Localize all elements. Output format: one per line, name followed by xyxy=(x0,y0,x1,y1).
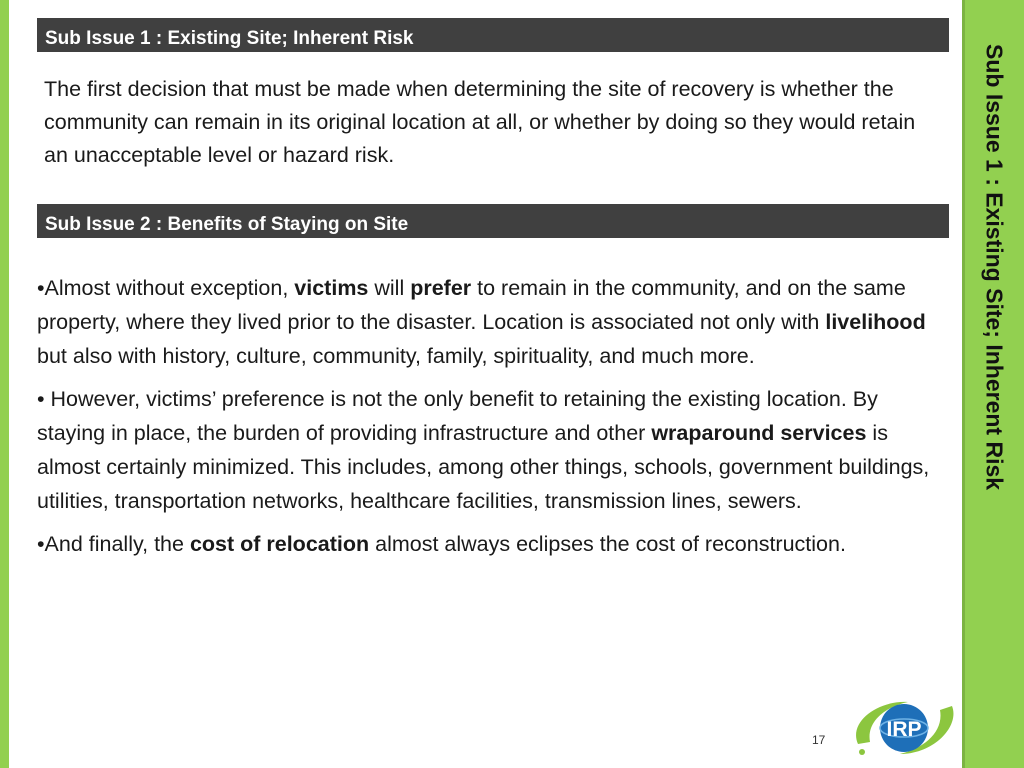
logo-text: IRP xyxy=(886,718,922,741)
bullet-text: •And finally, the xyxy=(37,532,190,556)
section-header-sub-issue-1: Sub Issue 1 : Existing Site; Inherent Risk xyxy=(37,18,949,52)
bullet-text: • However, victims’ preference is not the only benefit to retaining the existing location. By staying in place, the burden of providing infrastructure and other xyxy=(37,387,878,445)
bullet-text: but also with history, culture, community, family, spirituality, and much more. xyxy=(37,344,755,368)
bullet-relocation-cost xyxy=(37,527,947,561)
side-title: Sub Issue 1 : Existing Site; Inherent Risk xyxy=(981,44,1008,491)
right-bar-edge xyxy=(962,0,965,768)
intro-paragraph: The first decision that must be made when determining the site of recovery is whether the community can remain in its original location at all, or whether by doing so they would retain an unacceptable level or hazard risk. xyxy=(44,77,916,167)
irp-logo-icon xyxy=(848,692,958,762)
bullet-text: to remain in the community, and on the same property, where they lived prior to the disaster. Location is associated not only with xyxy=(37,276,906,334)
bold-term-victims: victims xyxy=(294,276,369,300)
left-accent-bar xyxy=(0,0,9,768)
bullet-text: almost always eclipses the cost of reconstruction. xyxy=(369,532,846,556)
logo-dot xyxy=(859,749,865,755)
page-number: 17 xyxy=(812,733,826,747)
bullet-text: is almost certainly minimized. This includes, among other things, schools, government buildings, utilities, transportation networks, healthcare facilities, transmission lines, sewers. xyxy=(37,421,930,513)
bullet-text: will xyxy=(368,276,411,300)
section-header-sub-issue-2: Sub Issue 2 : Benefits of Staying on Site xyxy=(37,204,949,238)
bold-term-wraparound-services: wraparound services xyxy=(651,421,867,445)
bullet-text: •Almost without exception, xyxy=(37,276,295,300)
bullet-victims-preference xyxy=(37,271,947,373)
bold-term-cost-of-relocation: cost of relocation xyxy=(189,532,370,556)
bold-term-prefer: prefer xyxy=(410,276,472,300)
bold-term-livelihood: livelihood xyxy=(825,310,926,334)
bullet-list xyxy=(37,271,947,570)
bullet-infrastructure xyxy=(37,382,947,518)
